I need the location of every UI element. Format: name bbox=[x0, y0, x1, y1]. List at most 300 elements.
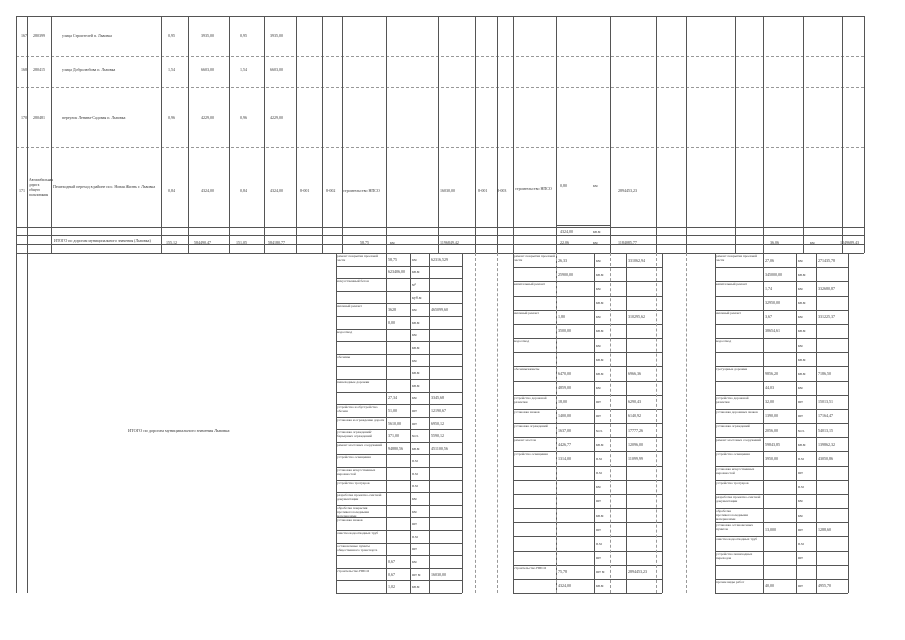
grid-line bbox=[715, 381, 848, 382]
cost-value: 4324,00 bbox=[201, 188, 214, 193]
work-item-name: капитальный ремонт bbox=[514, 282, 546, 287]
work-item-unit: кв.м bbox=[412, 370, 420, 376]
work-item-value: 9856,20 bbox=[765, 370, 778, 376]
work-item-unit: шт bbox=[798, 470, 803, 476]
grid-line bbox=[336, 316, 462, 317]
work-item-unit: п.м bbox=[798, 455, 804, 461]
work-item-name: установка знаков bbox=[514, 409, 540, 414]
work-item-name: обочины/кюветы bbox=[514, 367, 540, 372]
work-item-unit: шт м bbox=[412, 571, 421, 577]
row-number: 171 bbox=[19, 188, 25, 193]
grid-line bbox=[27, 16, 28, 253]
work-item-unit: п.м bbox=[412, 458, 418, 464]
work-item-name: установка знаков bbox=[337, 518, 363, 523]
work-item-sum: 5590,12 bbox=[431, 433, 444, 439]
work-item-value: 6470,00 bbox=[558, 370, 571, 376]
cost-value: 4229,00 bbox=[201, 115, 214, 120]
work-item-unit: кв.м bbox=[798, 300, 806, 306]
work-item-unit: кв.м bbox=[412, 584, 420, 590]
grid-line bbox=[16, 16, 864, 17]
work-item-unit: м³ bbox=[412, 281, 416, 287]
total-value: 58,75 bbox=[360, 240, 369, 245]
work-item-unit: п.м bbox=[412, 470, 418, 476]
cost-value: 4229,00 bbox=[270, 115, 283, 120]
work-item-sum: 331062,94 bbox=[628, 257, 645, 263]
work-item-unit: кв.м bbox=[596, 300, 604, 306]
grid-line bbox=[513, 579, 662, 580]
grid-line bbox=[715, 267, 848, 268]
grid-line bbox=[497, 16, 498, 253]
grid-line bbox=[803, 16, 804, 253]
work-item-value: 26,33 bbox=[558, 257, 567, 263]
work-item-unit: шт bbox=[798, 555, 803, 561]
work-item-name: искусственный бетон bbox=[337, 279, 369, 284]
grid-line bbox=[386, 16, 387, 253]
work-item-value: 345000,00 bbox=[765, 271, 782, 277]
work-item-name: устройство освещения bbox=[514, 452, 548, 457]
work-item-unit: м.п. bbox=[596, 427, 603, 433]
work-item-sum: 2894453,23 bbox=[628, 569, 647, 575]
road-name: улица Строителей п. Львовка bbox=[62, 33, 112, 38]
row-code: 280399 bbox=[33, 33, 45, 38]
total-value: 155,12 bbox=[166, 240, 177, 245]
work-item-value: 3950,00 bbox=[765, 455, 778, 461]
grid-line bbox=[513, 267, 662, 268]
grid-line bbox=[513, 551, 662, 552]
work-item-value: 4859,00 bbox=[558, 385, 571, 391]
grid-line bbox=[656, 253, 657, 593]
work-item-unit: км bbox=[798, 342, 803, 348]
work-item-sum: 54013,15 bbox=[818, 427, 833, 433]
grid-line bbox=[336, 593, 462, 594]
grid-line bbox=[715, 324, 848, 325]
work-item-value: 13,000 bbox=[765, 526, 776, 532]
work-item-name: строительство НПСО bbox=[337, 568, 370, 573]
work-item-unit: п.м bbox=[596, 455, 602, 461]
work-item-sum: 43050,86 bbox=[818, 455, 833, 461]
grid-line bbox=[27, 253, 28, 593]
work-item-name: водоотвод bbox=[716, 339, 732, 343]
grid-line bbox=[848, 253, 849, 593]
work-item-unit: км bbox=[798, 385, 803, 391]
work-item-unit: кв.м bbox=[798, 356, 806, 362]
total-value: 36,06 bbox=[770, 240, 779, 245]
work-item-sum: 16030,00 bbox=[431, 571, 446, 577]
work-item-unit: км bbox=[596, 285, 601, 291]
work-item-name: устройство дорожной разметки bbox=[514, 395, 547, 404]
work-item-name: ремонт мостовых сооружений bbox=[337, 442, 383, 447]
work-item-unit: шт bbox=[596, 526, 601, 532]
grid-line bbox=[513, 16, 514, 253]
work-item-unit: кв.м bbox=[596, 583, 604, 589]
work-item-name: прочие виды работ bbox=[716, 579, 745, 584]
work-item-name: водоотвод bbox=[337, 329, 353, 334]
work-item-name: разработка проектно-сметной документации bbox=[716, 494, 761, 503]
grid-line bbox=[342, 16, 343, 253]
work-item-sum: 7186,50 bbox=[818, 370, 831, 376]
work-item-value: 2056,00 bbox=[765, 427, 778, 433]
grid-line bbox=[556, 16, 557, 253]
length-value: 0,96 bbox=[168, 115, 175, 120]
work-item-unit: кв.м bbox=[412, 269, 420, 275]
grid-line bbox=[513, 480, 662, 481]
grid-line bbox=[556, 253, 557, 593]
work-item-sum: 17777,26 bbox=[628, 427, 643, 433]
work-item-value: 3628 bbox=[388, 307, 396, 313]
total-unit: км bbox=[810, 240, 815, 245]
grid-line bbox=[336, 266, 462, 267]
work-item-value: 59843,85 bbox=[765, 441, 780, 447]
work-item-unit: м.п. bbox=[412, 433, 419, 439]
grid-line bbox=[438, 16, 439, 253]
work-item-sum: 6290,43 bbox=[628, 399, 641, 405]
work-item-name: ремонт мостов bbox=[514, 438, 537, 443]
work-code: 8-001 bbox=[478, 188, 488, 193]
road-name: переулок Ленина-Садовая п. Львовка bbox=[62, 115, 126, 120]
work-item-unit: шт bbox=[412, 521, 417, 527]
grid-line bbox=[336, 555, 462, 556]
grid-line bbox=[556, 225, 610, 226]
work-item-value: 1314,00 bbox=[558, 455, 571, 461]
work-item-value: 4324,00 bbox=[558, 583, 571, 589]
work-item-name: ремонт мостовых сооружений bbox=[716, 438, 762, 443]
work-item-value: 44,03 bbox=[765, 385, 774, 391]
work-item-unit: кв.м bbox=[596, 512, 604, 518]
length-value: 1,54 bbox=[168, 67, 175, 72]
work-item-unit: км bbox=[412, 357, 417, 363]
work-item-name: водоотвод bbox=[514, 339, 530, 343]
work-item-name: устройство дорожной разметки bbox=[716, 395, 749, 404]
work-item-unit: шт bbox=[596, 413, 601, 419]
work-item-value: 75,78 bbox=[558, 569, 567, 575]
grid-line bbox=[16, 253, 17, 593]
cost-value: 3935,00 bbox=[270, 33, 283, 38]
row-code: 280481 bbox=[33, 115, 45, 120]
grid-line bbox=[513, 494, 662, 495]
grid-line bbox=[336, 392, 462, 393]
work-item-unit: шт bbox=[412, 407, 417, 413]
work-item-value: 4426,77 bbox=[558, 441, 571, 447]
work-item-unit: кв.м bbox=[798, 441, 806, 447]
length-value: 0,84 bbox=[240, 188, 247, 193]
work-item-unit: км bbox=[798, 285, 803, 291]
work-item-unit: кв.м bbox=[412, 382, 420, 388]
work-item-name: установка дорожных знаков bbox=[716, 409, 758, 414]
work-code: 8-003 bbox=[497, 188, 507, 193]
work-item-unit: км bbox=[596, 257, 601, 263]
length-value: 1,54 bbox=[240, 67, 247, 72]
work-item-name: ямочный ремонт bbox=[337, 304, 362, 309]
length-value: 0,84 bbox=[168, 188, 175, 193]
work-item-name: устройство пешеходных переходов bbox=[716, 551, 753, 560]
work-code: 8-001 bbox=[300, 188, 310, 193]
work-item-name: ремонт покрытия проезжей части bbox=[716, 254, 757, 262]
work-item-value: 371,00 bbox=[388, 433, 399, 439]
work-item-value: 1,02 bbox=[388, 584, 395, 590]
length-value: 0,96 bbox=[240, 115, 247, 120]
work-item-unit: шт bbox=[798, 413, 803, 419]
work-item-sum: 331225,37 bbox=[818, 314, 835, 320]
total-value: 584490,47 bbox=[194, 240, 211, 245]
grid-line bbox=[513, 466, 662, 467]
work-item-unit: км bbox=[798, 257, 803, 263]
work-item-unit: кв.м bbox=[596, 356, 604, 362]
grid-line bbox=[763, 16, 764, 253]
work-item-unit: кв.м bbox=[412, 344, 420, 350]
grid-line bbox=[264, 16, 265, 253]
work-item-unit: шт bbox=[596, 498, 601, 504]
grid-line bbox=[686, 253, 687, 593]
work-item-value: 51,00 bbox=[388, 407, 397, 413]
grid-line bbox=[610, 253, 611, 593]
grid-line bbox=[462, 253, 463, 593]
work-item-sum: 17164,47 bbox=[818, 413, 833, 419]
grid-line bbox=[16, 147, 864, 148]
grid-line bbox=[188, 16, 189, 253]
work-item-unit: км bbox=[798, 498, 803, 504]
work-item-value: 32950,00 bbox=[765, 300, 780, 306]
work-item-unit: шт bbox=[412, 546, 417, 552]
work-item-value: 0,00 bbox=[388, 319, 395, 325]
total-unit: км bbox=[593, 240, 598, 245]
work-item-value: 32,00 bbox=[765, 399, 774, 405]
work-item-value: 27,06 bbox=[765, 257, 774, 263]
work-item-unit: км bbox=[798, 512, 803, 518]
work-item-sum: 1288,60 bbox=[818, 526, 831, 532]
work-item-unit: п.м bbox=[412, 533, 418, 539]
work-item-sum: 332680,87 bbox=[818, 285, 835, 291]
grid-line bbox=[475, 253, 476, 593]
work-item-unit: шт bbox=[412, 420, 417, 426]
work-item-unit: кв.м bbox=[412, 445, 420, 451]
grid-line bbox=[513, 381, 662, 382]
work-item-unit: п.м bbox=[798, 540, 804, 546]
work-item-sum: 271435,78 bbox=[818, 257, 835, 263]
work-item-value: 1,80 bbox=[558, 314, 565, 320]
work-item-unit: шт bbox=[798, 583, 803, 589]
grid-line bbox=[296, 16, 297, 253]
work-item-name: установка ограждений bbox=[716, 424, 750, 428]
grid-line bbox=[322, 16, 323, 253]
work-item-value: 623406,00 bbox=[388, 269, 405, 275]
work-item-sum: 465099,60 bbox=[431, 307, 448, 313]
total-unit: км bbox=[390, 240, 395, 245]
work-item-sum: 6966,36 bbox=[628, 370, 641, 376]
grid-line bbox=[16, 235, 864, 236]
unit: км bbox=[593, 183, 598, 188]
work-item-name: остановочные пункты общественного транспорта bbox=[337, 543, 378, 552]
work-item-name: установка ограждений bbox=[514, 424, 548, 428]
work-item-unit: км bbox=[596, 385, 601, 391]
work-item-sum: 451100,56 bbox=[431, 445, 448, 451]
work-item-name: установка искусственных неровностей bbox=[337, 468, 376, 477]
work-item-sum: 12190,67 bbox=[431, 407, 446, 413]
grid-line bbox=[336, 341, 462, 342]
grid-line bbox=[513, 593, 662, 594]
work-item-name: устройство освещения bbox=[716, 452, 750, 457]
work-item-name: разработка проектно-сметной документации bbox=[337, 493, 382, 502]
work-item-unit: шт м bbox=[596, 569, 605, 575]
grid-line bbox=[513, 536, 662, 537]
work-item-name: устройство тротуаров bbox=[716, 480, 749, 485]
mid-summary-label: ИТОГО по дорогам муниципального значения Львовка: bbox=[128, 428, 231, 433]
unit: кв.м bbox=[593, 229, 601, 234]
work-item-unit: п.м bbox=[596, 470, 602, 476]
sum-value: 2894453,23 bbox=[618, 188, 637, 193]
cost-value: 4324,00 bbox=[270, 188, 283, 193]
grid-line bbox=[336, 291, 462, 292]
grid-line bbox=[161, 16, 162, 253]
work-item-unit: км bbox=[412, 395, 417, 401]
work-item-name: устройство тротуаров bbox=[337, 480, 370, 485]
work-item-unit: км bbox=[412, 332, 417, 338]
grid-line bbox=[336, 366, 462, 367]
work-item-name: ямочный ремонт bbox=[716, 310, 741, 315]
grid-line bbox=[475, 16, 476, 253]
work-item-unit: км bbox=[412, 307, 417, 313]
work-item-value: 0,67 bbox=[388, 571, 395, 577]
work-item-sum: 3345,68 bbox=[431, 395, 444, 401]
grid-line bbox=[656, 16, 657, 253]
work-item-name: установка ограждений/барьерных ограждений bbox=[337, 430, 372, 439]
work-item-unit: км bbox=[798, 314, 803, 320]
road-type: Автомобильная дорога общего пользования bbox=[29, 178, 53, 197]
grid-line bbox=[336, 580, 462, 581]
road-name: Пешеходный переход в районе пос. Новая Жизнь г. Львовка bbox=[53, 184, 156, 189]
total-value: 1196849,42 bbox=[440, 240, 459, 245]
work-item-unit: км bbox=[412, 256, 417, 262]
work-item-name: устройство освещения bbox=[337, 455, 371, 460]
grid-line bbox=[513, 352, 662, 353]
work-item-unit: кв.м bbox=[596, 441, 604, 447]
work-item-value: 40,00 bbox=[765, 583, 774, 589]
work-item-value: 58,75 bbox=[388, 256, 397, 262]
work-item-name: капитальный ремонт bbox=[716, 282, 748, 287]
work-item-unit: м.п. bbox=[798, 427, 805, 433]
total-value: 22,06 bbox=[560, 240, 569, 245]
quantity: 0,80 bbox=[560, 183, 567, 188]
work-item-name: ремонт покрытия проезжей части bbox=[337, 254, 378, 262]
work-item-value: 1637,00 bbox=[558, 427, 571, 433]
work-item-value: 3500,00 bbox=[558, 328, 571, 334]
work-item-value: 38654,61 bbox=[765, 328, 780, 334]
work-item-unit: км bbox=[412, 496, 417, 502]
work-item-name: тротуарные дорожки bbox=[716, 367, 748, 372]
work-item-name: строительство НПСО bbox=[514, 565, 547, 570]
work-item-sum: 6950,12 bbox=[431, 420, 444, 426]
work-item-unit: п.м bbox=[596, 540, 602, 546]
work-item-unit: кв.м bbox=[798, 370, 806, 376]
total-value: 151,05 bbox=[236, 240, 247, 245]
work-item-name: очистка водоотводных труб bbox=[716, 537, 758, 542]
grid-line bbox=[715, 296, 848, 297]
work-item-name: обочины bbox=[337, 354, 351, 359]
work-item-value: 5610,00 bbox=[388, 420, 401, 426]
grid-line bbox=[715, 565, 848, 566]
work-item-name: обработка покрытия противогололедными материалами bbox=[337, 505, 369, 518]
work-item-name: очистка водоотводных труб bbox=[337, 531, 379, 536]
grid-line bbox=[842, 16, 843, 253]
grid-line bbox=[497, 253, 498, 593]
work-item-sum: 12096,00 bbox=[628, 441, 643, 447]
road-name: улица Добролюбова п. Львовка bbox=[62, 67, 116, 72]
grid-line bbox=[16, 87, 864, 88]
cost-value: 6603,00 bbox=[270, 67, 283, 72]
work-item-name: пешеходные дорожки bbox=[337, 379, 370, 384]
work-item-sum: 4955,70 bbox=[818, 583, 831, 589]
cost-value: 3935,00 bbox=[201, 33, 214, 38]
work-item-value: 1400,00 bbox=[558, 413, 571, 419]
work-item-unit: км bbox=[596, 342, 601, 348]
work-item-sum: 310295,62 bbox=[628, 314, 645, 320]
work-item-unit: п.м bbox=[412, 483, 418, 489]
work-type: строительство НПСО bbox=[515, 186, 552, 191]
total-value: 1249689,43 bbox=[840, 240, 859, 245]
work-item-value: 0,67 bbox=[388, 559, 395, 565]
work-item-sum: 15013,51 bbox=[818, 399, 833, 405]
work-item-name: установка остановочных пунктов bbox=[716, 523, 753, 532]
grid-line bbox=[662, 253, 663, 593]
work-item-unit: км bbox=[412, 508, 417, 514]
total-value: 584180,77 bbox=[268, 240, 285, 245]
work-item-value: 94880,56 bbox=[388, 445, 403, 451]
length-value: 0,95 bbox=[240, 33, 247, 38]
row-number: 168 bbox=[21, 67, 27, 72]
work-item-sum: 139862,32 bbox=[818, 441, 835, 447]
work-item-unit: км bbox=[596, 484, 601, 490]
work-item-value: 25900,00 bbox=[558, 271, 573, 277]
work-item-unit: км bbox=[412, 559, 417, 565]
work-item-unit: п.м bbox=[798, 484, 804, 490]
work-item-name: устройство и обустройство обочин bbox=[337, 405, 378, 414]
work-item-unit: кв.м bbox=[798, 328, 806, 334]
work-item-unit: шт bbox=[596, 399, 601, 405]
work-item-unit: км bbox=[596, 314, 601, 320]
work-item-unit: куб.м bbox=[412, 294, 422, 300]
total-label: ИТОГО по дорогам муниципального значения (Львовка) bbox=[54, 238, 151, 243]
work-item-unit: кв.м bbox=[798, 271, 806, 277]
work-item-value: 3,67 bbox=[765, 314, 772, 320]
work-item-sum: 11099,99 bbox=[628, 455, 643, 461]
grid-line bbox=[686, 16, 687, 253]
grid-line bbox=[715, 352, 848, 353]
work-item-unit: кв.м bbox=[596, 328, 604, 334]
grid-line bbox=[16, 227, 864, 228]
work-item-name: ремонт покрытия проезжей части bbox=[514, 254, 555, 262]
work-item-unit: шт bbox=[798, 399, 803, 405]
cost-value: 6603,00 bbox=[201, 67, 214, 72]
length-value: 0,95 bbox=[168, 33, 175, 38]
grid-line bbox=[864, 16, 865, 253]
grid-line bbox=[229, 16, 230, 253]
work-item-sum: 62316,529 bbox=[431, 256, 448, 262]
work-item-unit: кв.м bbox=[596, 370, 604, 376]
grid-line bbox=[513, 324, 662, 325]
grid-line bbox=[610, 16, 611, 253]
row-number: 170 bbox=[21, 115, 27, 120]
work-item-value: 27,34 bbox=[388, 395, 397, 401]
row-code: 280415 bbox=[33, 67, 45, 72]
work-item-unit: шт bbox=[798, 526, 803, 532]
work-code: 8-002 bbox=[326, 188, 336, 193]
cost-value: 16030,00 bbox=[440, 188, 455, 193]
total-value: 1184085,77 bbox=[618, 240, 637, 245]
work-item-unit: шт bbox=[596, 555, 601, 561]
quantity: 4324,00 bbox=[560, 229, 573, 234]
work-type: строительство НПСО bbox=[343, 188, 380, 193]
work-item-name: ямочный ремонт bbox=[514, 310, 539, 315]
work-item-unit: кв.м bbox=[596, 271, 604, 277]
